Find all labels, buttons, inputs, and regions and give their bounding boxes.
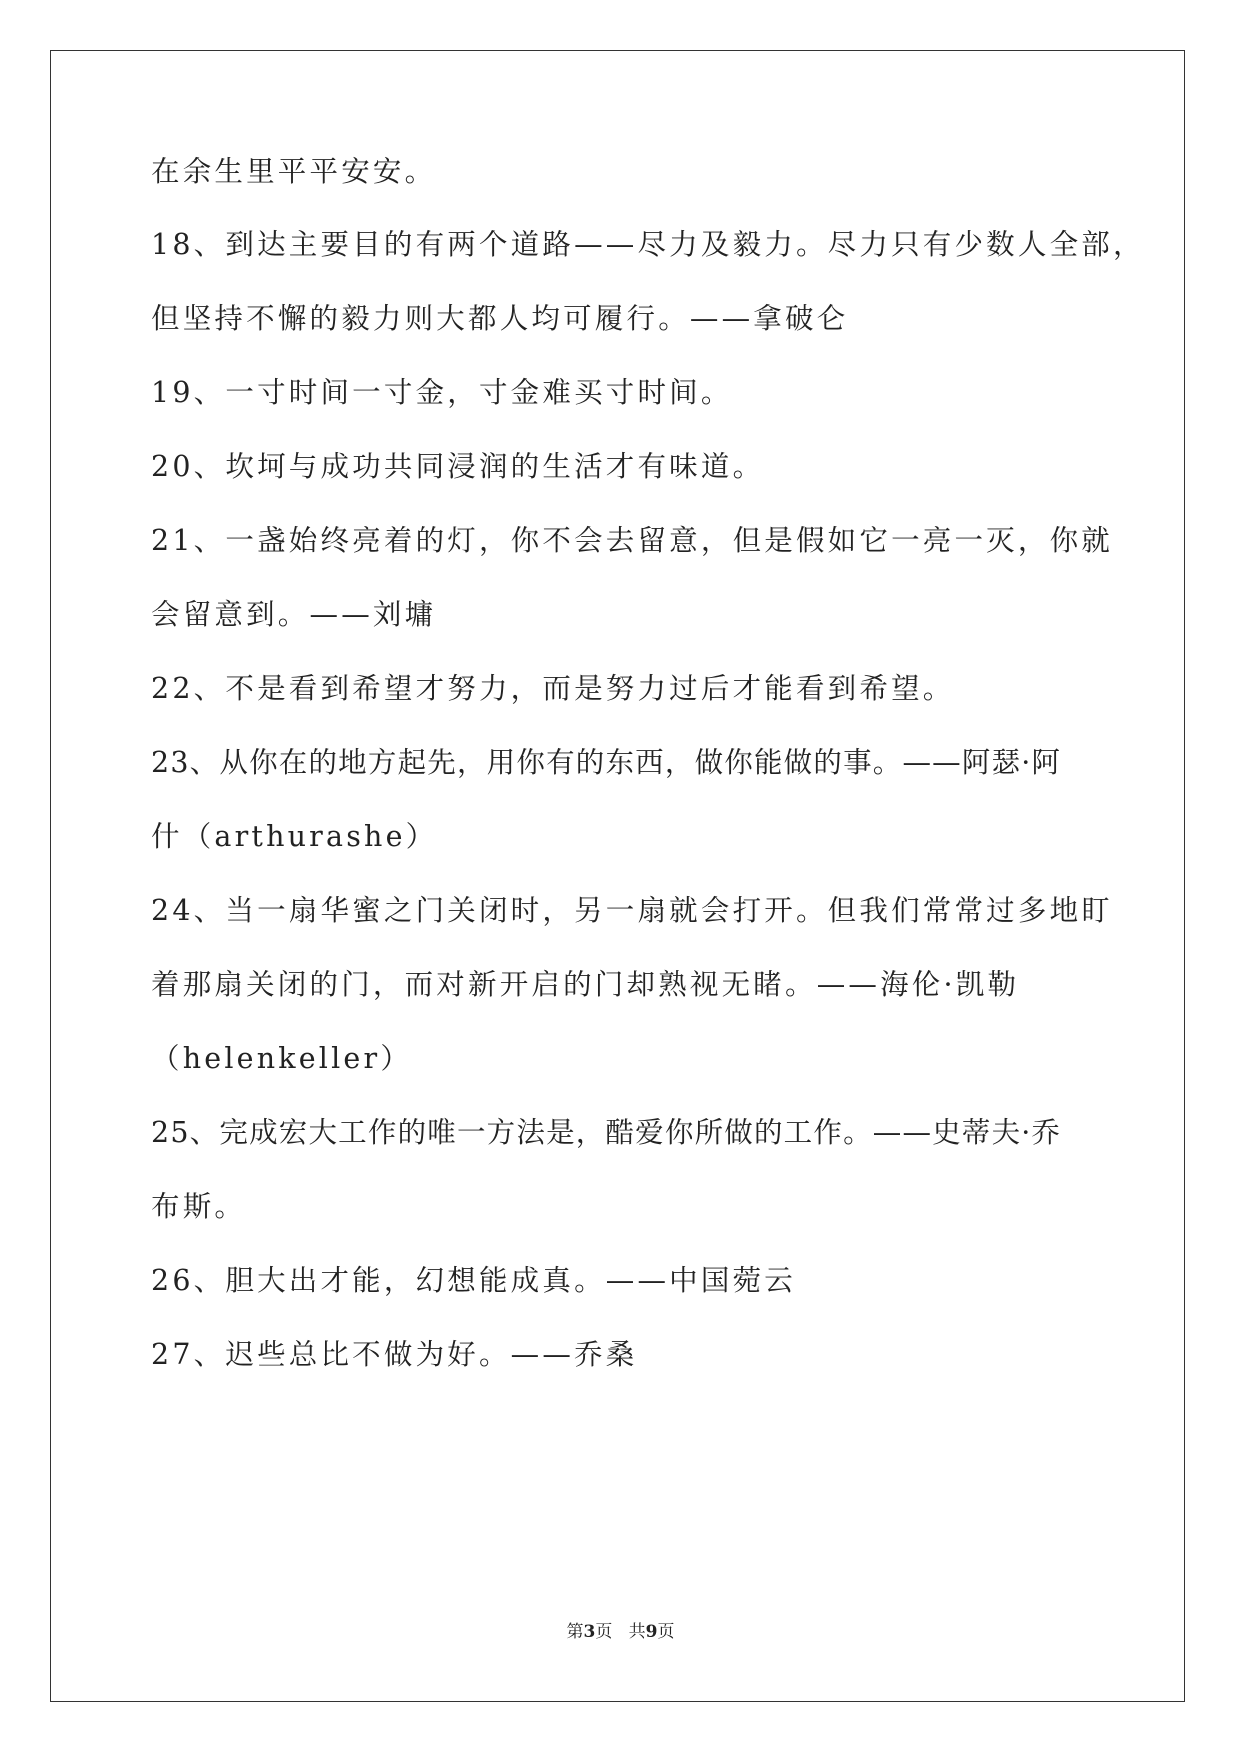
text-line-12: 着那扇关闭的门，而对新开启的门却熟视无睹。——海伦·凯勒 xyxy=(151,968,1020,1001)
text-line-13: （helenkeller） xyxy=(151,1042,413,1075)
text-line-8: 22、不是看到希望才努力，而是努力过后才能看到希望。 xyxy=(151,672,955,705)
text-line-9: 23、从你在的地方起先，用你有的东西，做你能做的事。——阿瑟·阿 xyxy=(151,746,1062,779)
text-line-11: 24、当一扇华蜜之门关闭时，另一扇就会打开。但我们常常过多地盯 xyxy=(151,894,1113,927)
current-page-number: 3 xyxy=(583,1622,596,1642)
page-suffix: 页 xyxy=(595,1622,613,1642)
page-prefix: 第 xyxy=(566,1622,584,1642)
page-border xyxy=(50,50,1185,1702)
text-line-6: 21、一盏始终亮着的灯，你不会去留意，但是假如它一亮一灭，你就 xyxy=(151,524,1113,557)
text-line-14: 25、完成宏大工作的唯一方法是，酷爱你所做的工作。——史蒂夫·乔 xyxy=(151,1116,1062,1149)
text-line-3: 但坚持不懈的毅力则大都人均可履行。——拿破仑 xyxy=(151,302,849,335)
text-line-17: 27、迟些总比不做为好。——乔桑 xyxy=(151,1338,638,1371)
total-suffix: 页 xyxy=(657,1622,675,1642)
text-line-16: 26、胆大出才能，幻想能成真。——中国菀云 xyxy=(151,1264,796,1297)
text-line-10: 什（arthurashe） xyxy=(151,820,438,853)
page-footer xyxy=(0,1620,1241,1644)
total-pages-number: 9 xyxy=(645,1622,658,1642)
text-line-7: 会留意到。——刘墉 xyxy=(151,598,437,631)
text-line-4: 19、一寸时间一寸金，寸金难买寸时间。 xyxy=(151,376,733,409)
text-line-1: 在余生里平平安安。 xyxy=(151,155,437,188)
total-prefix: 共 xyxy=(628,1622,646,1642)
text-line-2: 18、到达主要目的有两个道路——尽力及毅力。尽力只有少数人全部， xyxy=(151,228,1145,261)
text-line-5: 20、坎坷与成功共同浸润的生活才有味道。 xyxy=(151,450,765,483)
text-line-15: 布斯。 xyxy=(151,1190,247,1223)
